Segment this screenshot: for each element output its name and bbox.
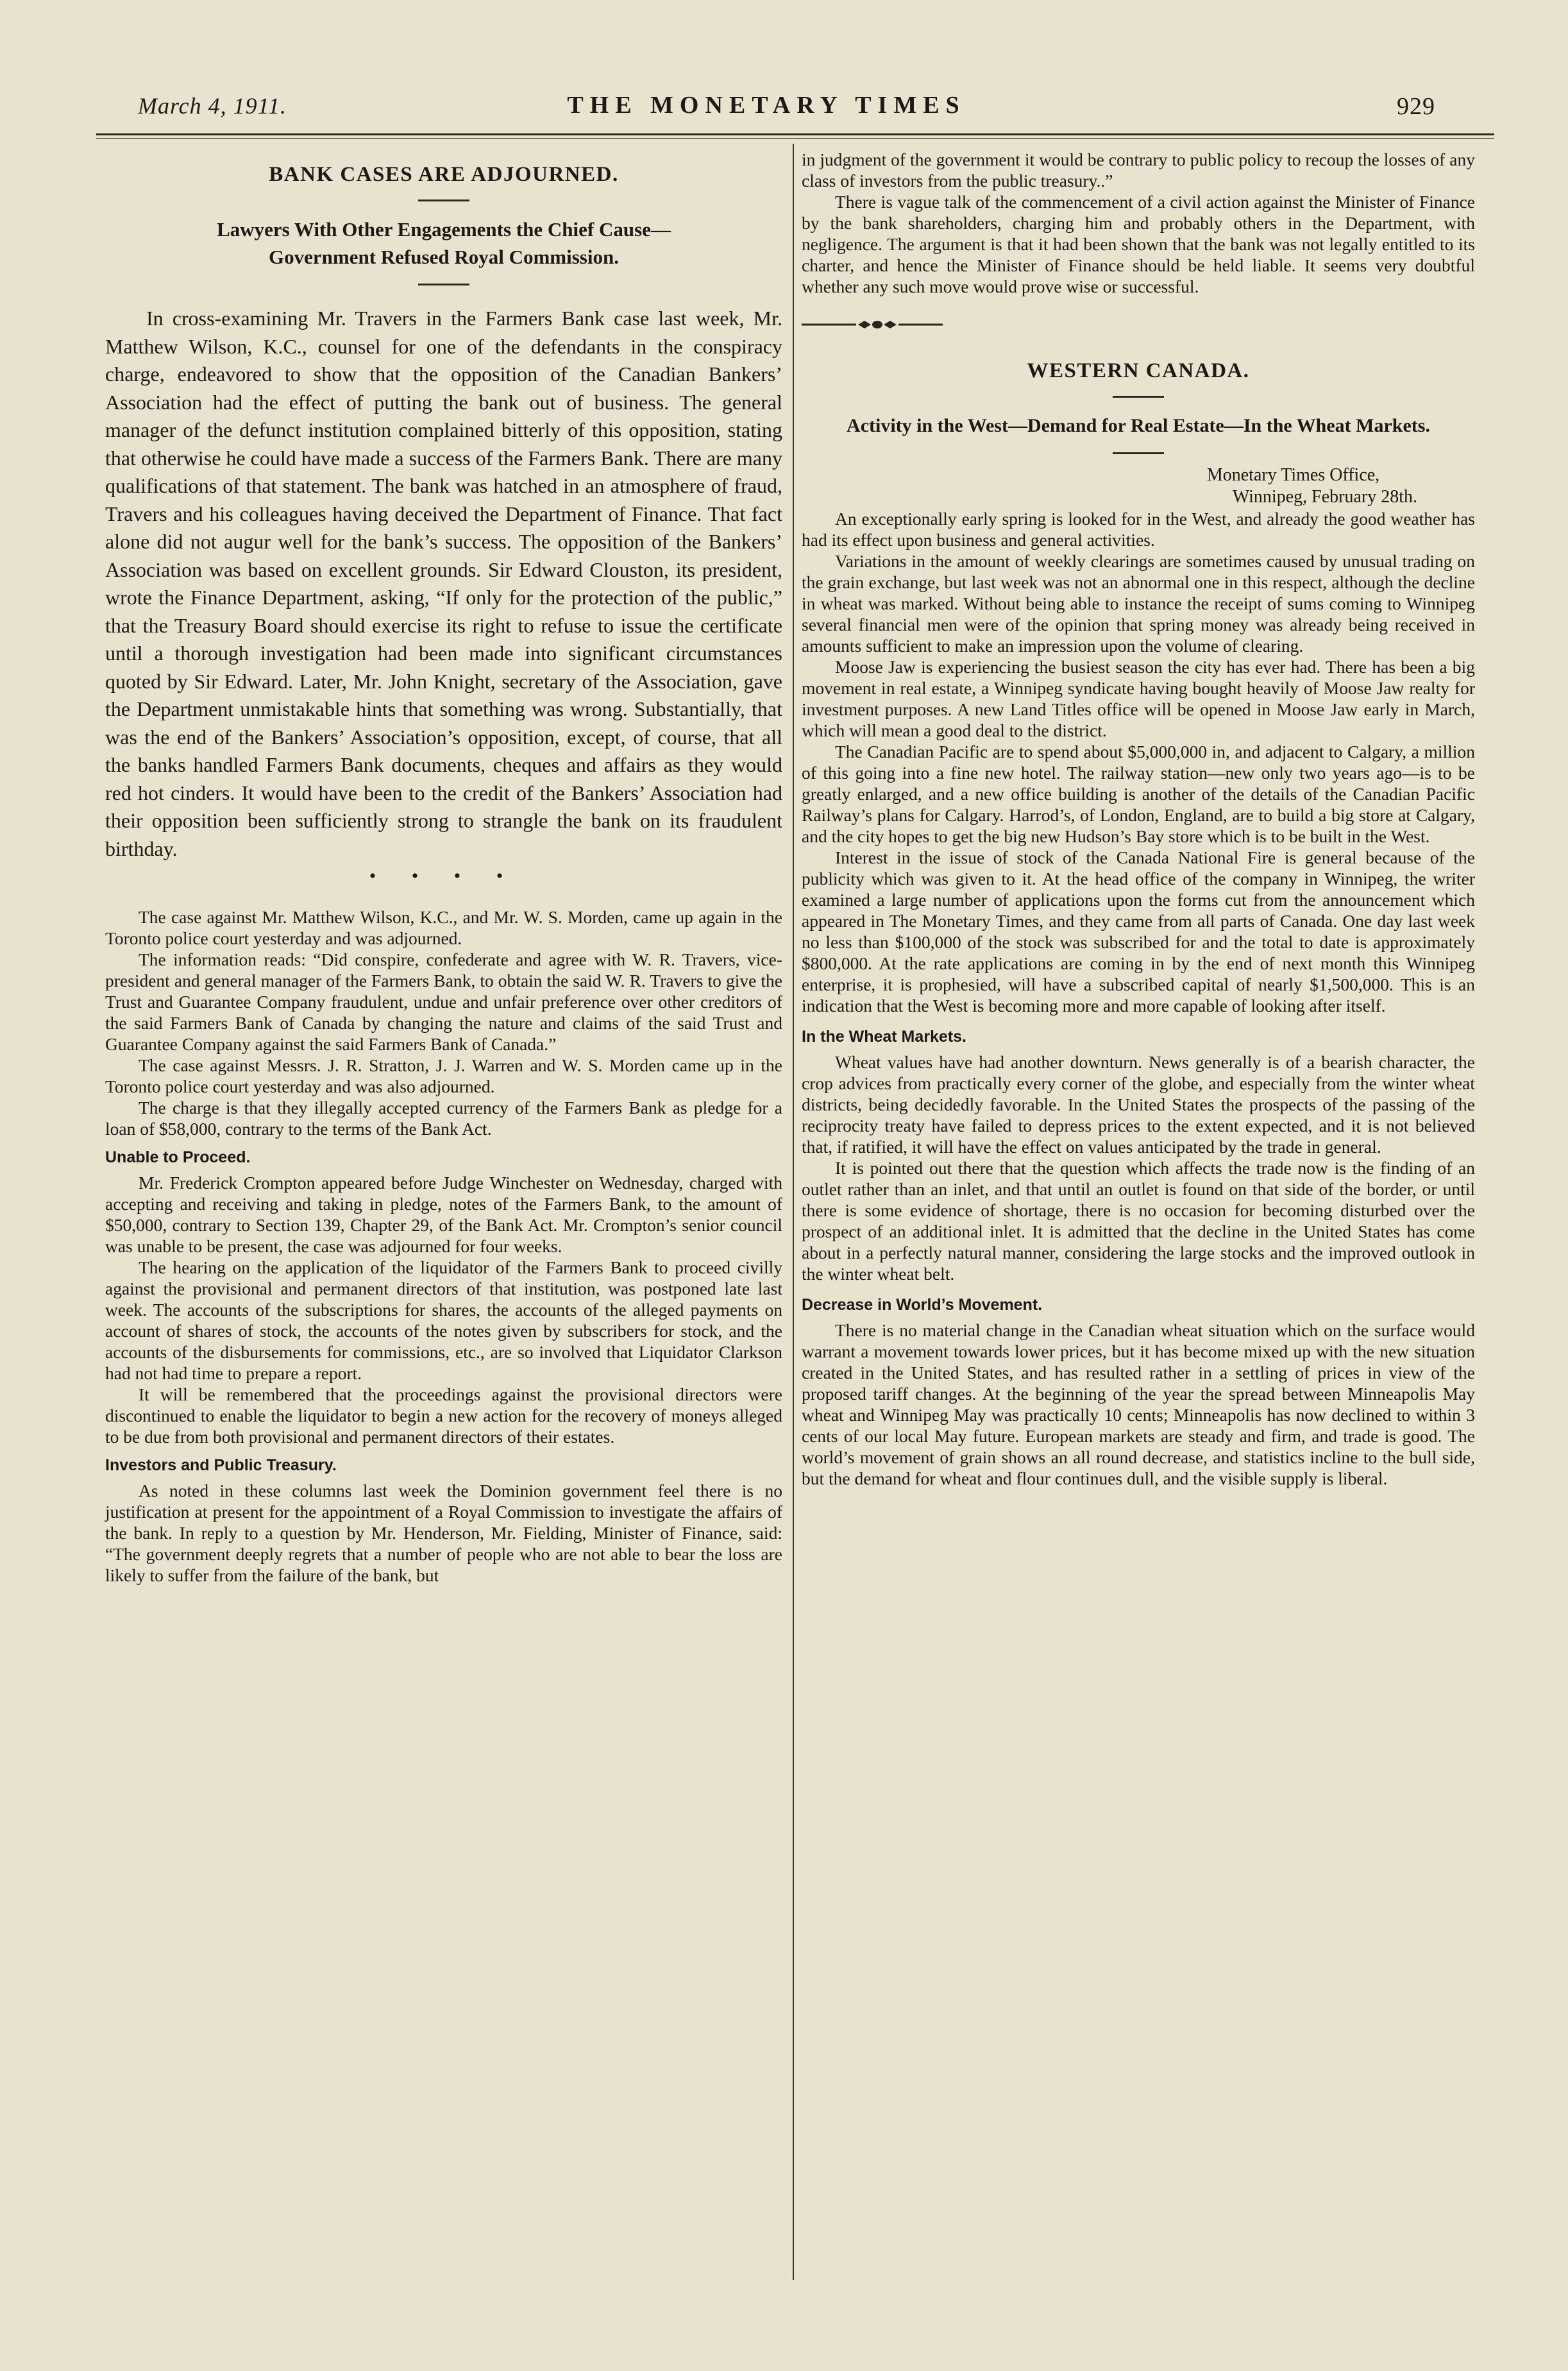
paragraph: Moose Jaw is experiencing the busiest season the city has ever had. There has been a big movement in real estate, a Winnipeg syndicate having bought heavily of Moose Jaw realty for investment purposes. A new Land Titles office will be opened in Moose Jaw early in March, which will mean a good deal to the district.: [802, 657, 1475, 740]
subhead-investors-public-treasury: Investors and Public Treasury.: [105, 1456, 337, 1474]
subheadline-rule: [1113, 452, 1164, 454]
publication-title: THE MONETARY TIMES: [567, 92, 966, 119]
article-headline-bank-cases: BANK CASES ARE ADJOURNED.: [269, 163, 619, 186]
right-column: [802, 149, 1475, 1489]
paragraph: The Canadian Pacific are to spend about $5,000,000 in, and adjacent to Calgary, a million of this going into a fine new hotel. The railway station—new only two years ago—is to be greatly enlarged, and a new office building is another of the details of the Canadian Pacific Railway’s plans for Calgary. Harrod’s, of London, England, are to build a big store at Calgary, and the city hopes to get the big new Hudson’s Bay store which is to be built in the West.: [802, 742, 1475, 846]
paragraph: The case against Mr. Matthew Wilson, K.C., and Mr. W. S. Morden, came up again in the Toronto police court yesterday and was adjourned.: [105, 907, 782, 948]
column-divider: [793, 144, 794, 2280]
paragraph: There is vague talk of the commencement of a civil action against the Minister of Finance by the bank shareholders, charging him and probably others in the Department, with negligence. The argument is that it had been shown that the bank was not legally entitled to its charter, and hence the Minister of Finance should be held liable. It seems very doubtful whether any such move would prove wise or successful.: [802, 192, 1475, 296]
paragraph: There is no material change in the Canadian wheat situation which on the surface would warrant a movement towards lower prices, but it has become mixed up with the new situation created in the United States, and has resulted rather in a settling of prices in view of the proposed tariff changes. At the beginning of the year the spread between Minneapolis May wheat and Winnipeg May was practically 10 cents; Minneapolis has now declined to within 3 cents of our local May future. European markets are steady and firm, and trade is good. The world’s movement of grain shows an all round decrease, and statistics incline to the bull side, but the demand for wheat and flour continues dull, and the visible supply is liberal.: [802, 1320, 1475, 1488]
subhead-wheat-markets: In the Wheat Markets.: [802, 1028, 966, 1046]
report-body-1: [105, 906, 782, 1586]
page-number: 929: [1397, 93, 1435, 120]
lead-editorial: [105, 305, 782, 863]
paragraph: Variations in the amount of weekly clearings are sometimes caused by unusual trading on the grain exchange, but last week was not an abnormal one in this respect, although the decline in wheat was marked. Without being able to instance the receipt of sums coming to Winnipeg several financial men were of the opinion that spring money was already being received in amounts sufficient to make an impression upon the volume of clearing.: [802, 551, 1475, 656]
paragraph: Mr. Frederick Crompton appeared before Judge Winchester on Wednesday, charged with accepting and receiving and taking in pledge, notes of the Farmers Bank, to the amount of $50,000, contrary to Section 139, Chapter 29, of the Bank Act. Mr. Crompton’s senior council was unable to be present, the case was adjourned for four weeks.: [105, 1173, 782, 1256]
section-separator: • • • •: [369, 865, 519, 887]
left-column: [105, 149, 782, 1586]
article-subheadline-western-canada: Activity in the West—Demand for Real Estate—In the Wheat Markets.: [847, 415, 1430, 436]
paragraph: The case against Messrs. J. R. Stratton, J. J. Warren and W. S. Morden came up in the Toronto police court yesterday and was also adjourned.: [105, 1055, 782, 1096]
dateline-office: Monetary Times Office,: [1206, 465, 1380, 485]
paragraph: As noted in these columns last week the Dominion government feel there is no justification at present for the appointment of a Royal Commission to investigate the affairs of the bank. In reply to a question by Mr. Henderson, Mr. Fielding, Minister of Finance, said: “The government deeply regrets that a number of people who are not able to bear the loss are likely to suffer from the failure of the bank, but: [105, 1481, 782, 1585]
paragraph: The charge is that they illegally accepted currency of the Farmers Bank as pledge for a loan of $58,000, contrary to the terms of the Bank Act.: [105, 1098, 782, 1139]
dateline-place: Winnipeg, February 28th.: [1232, 487, 1417, 507]
article-headline-western-canada: WESTERN CANADA.: [1027, 359, 1250, 382]
subheadline-rule: [418, 284, 469, 285]
paragraph: Wheat values have had another downturn. News generally is of a bearish character, the crop advices from practically every corner of the globe, and especially from the winter wheat districts, being decidedly favorable. In the United States the prospects of the passing of the reciprocity treaty have failed to depress prices to the extent expected, and it is not believed that, if ratified, it will have the effect on values anticipated by the trade in general.: [802, 1052, 1475, 1157]
issue-date: March 4, 1911.: [138, 93, 287, 119]
decorative-ornament-icon: [802, 315, 943, 334]
running-head: [96, 89, 1437, 127]
paragraph-continued: in judgment of the government it would be contrary to public policy to recoup the losses of any class of investors from the public treasury..”: [802, 149, 1475, 191]
western-canada-body: [802, 508, 1475, 1489]
paragraph: The information reads: “Did conspire, confederate and agree with W. R. Travers, vice-president and general manager of the Farmers Bank, to obtain the said W. R. Travers to give the Trust and Guarantee Company fraudulent, undue and unfair preference over other creditors of the said Farmers Bank of Canada by changing the nature and claims of the said Trust and Guarantee Company against the said Farmers Bank of Canada.”: [105, 949, 782, 1054]
paragraph: It will be remembered that the proceedings against the provisional directors were discontinued to enable the liquidator to begin a new action for the recovery of moneys alleged to be due from both provisional and permanent directors of their estates.: [105, 1384, 782, 1447]
headline-rule: [1113, 396, 1164, 398]
continued-text: [802, 149, 1475, 297]
paragraph: It is pointed out there that the question which affects the trade now is the finding of an outlet rather than an inlet, and that until an outlet is found on that side of the border, or until there is some evidence of shortage, there is no occasion for becoming disturbed over the prospect of an additional inlet. It is admitted that the decline in the United States has come about in a perfectly natural manner, considering the large stocks and the improved outlook in the winter wheat belt.: [802, 1158, 1475, 1284]
lead-paragraph: In cross-examining Mr. Travers in the Farmers Bank case last week, Mr. Matthew Wilson, K.C., counsel for one of the defendants in the conspiracy charge, endeavored to show that the opposition of the Canadian Bankers’ Association had the effect of putting the bank out of business. The general manager of the defunct institution complained bitterly of this opposition, stating that otherwise he could have made a success of the Farmers Bank. There are many qualifications of that statement. The bank was hatched in an atmosphere of fraud, Travers and his colleagues having deceived the Department of Finance. That fact alone did not augur well for the bank’s success. The opposition of the Bankers’ Association was based on excellent grounds. Sir Edward Clouston, its president, wrote the Finance Department, asking, “If only for the protection of the public,” that the Treasury Board should exercise its right to refuse to issue the certificate until a thorough investigation had been made into significant circumstances quoted by Sir Edward. Later, Mr. John Knight, secretary of the Association, gave the Department unmistakable hints that something was wrong. Substantially, that was the end of the Bankers’ Association’s opposition, except, of course, that all the banks handled Farmers Bank documents, cheques and affairs as they would red hot cinders. It would have been to the credit of the Bankers’ Association had their opposition been sufficiently strong to strangle the bank on its fraudulent birthday.: [105, 307, 782, 860]
paragraph: The hearing on the application of the liquidator of the Farmers Bank to proceed civilly against the provisional and permanent directors of that institution, was postponed late last week. The accounts of the subscriptions for shares, the accounts of the alleged payments on account of shares of stock, the accounts of the notes given by subscribers for stock, and the accounts of the disbursements for commissions, etc., are so involved that Liquidator Clarkson had not had time to prepare a report.: [105, 1257, 782, 1383]
headline-rule: [418, 200, 469, 201]
paragraph: An exceptionally early spring is looked for in the West, and already the good weather has had its effect upon business and general activities.: [802, 509, 1475, 550]
dateline: [802, 464, 1475, 508]
paragraph: Interest in the issue of stock of the Canada National Fire is general because of the publicity which was given to it. At the head office of the company in Winnipeg, the writer examined a large number of applications upon the forms cut from the announcement which appeared in The Monetary Times, and they came from all parts of Canada. One day last week no less than $100,000 of the stock was subscribed for and the total to date is approximately $800,000. At the rate applications are coming in by the end of next month this Winnipeg enterprise, it is prophesied, will have a subscribed capital of nearly $1,500,000. This is an indication that the West is becoming more and more capable of looking after itself.: [802, 847, 1475, 1016]
header-rule: [96, 133, 1494, 135]
subhead-decrease-world-movement: Decrease in World’s Movement.: [802, 1296, 1043, 1314]
subhead-unable-to-proceed: Unable to Proceed.: [105, 1148, 251, 1166]
header-rule-thin: [96, 138, 1494, 139]
article-subheadline-bank-cases: Lawyers With Other Engagements the Chief Cause— Government Refused Royal Commission.: [217, 218, 671, 268]
